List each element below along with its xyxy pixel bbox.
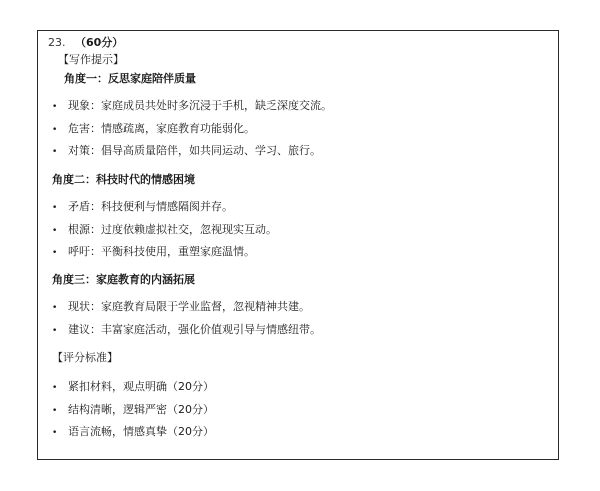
list-item <box>52 144 321 159</box>
bullet-icon: • <box>52 226 58 236</box>
list-item <box>52 300 310 315</box>
list-item-text: 紧扣材料，观点明确（20分） <box>68 380 214 393</box>
list-item-text: 矛盾：科技便利与情感隔阂并存。 <box>68 200 233 213</box>
list-item <box>52 323 321 338</box>
list-item-text: 语言流畅，情感真挚（20分） <box>68 425 214 438</box>
list-item <box>52 403 214 418</box>
list-item <box>52 245 255 260</box>
bullet-icon: • <box>52 303 58 313</box>
list-item-text: 根源：过度依赖虚拟社交，忽视现实互动。 <box>68 223 277 236</box>
bullet-icon: • <box>52 326 58 336</box>
list-item <box>52 380 214 395</box>
list-item <box>52 122 255 137</box>
list-item-text: 结构清晰，逻辑严密（20分） <box>68 403 214 416</box>
list-item-text: 建议：丰富家庭活动，强化价值观引导与情感纽带。 <box>68 323 321 336</box>
list-item-text: 呼吁：平衡科技使用，重塑家庭温情。 <box>68 245 255 258</box>
question-score: （60分） <box>75 36 124 49</box>
angle2-heading: 角度二：科技时代的情感困境 <box>52 173 195 186</box>
list-item <box>52 425 214 440</box>
writing-hint-tag: 【写作提示】 <box>58 53 124 66</box>
bullet-icon: • <box>52 147 58 157</box>
bullet-icon: • <box>52 203 58 213</box>
bullet-icon: • <box>52 125 58 135</box>
bullet-icon: • <box>52 102 58 112</box>
angle3-heading: 角度三：家庭教育的内涵拓展 <box>52 273 195 286</box>
bullet-icon: • <box>52 248 58 258</box>
list-item-text: 现象：家庭成员共处时多沉浸于手机，缺乏深度交流。 <box>68 99 332 112</box>
list-item-text: 对策：倡导高质量陪伴，如共同运动、学习、旅行。 <box>68 144 321 157</box>
criteria-tag: 【评分标准】 <box>52 351 118 364</box>
bullet-icon: • <box>52 428 58 438</box>
bullet-icon: • <box>52 383 58 393</box>
list-item <box>52 223 277 238</box>
bullet-icon: • <box>52 406 58 416</box>
list-item-text: 危害：情感疏离，家庭教育功能弱化。 <box>68 122 255 135</box>
angle1-heading: 角度一：反思家庭陪伴质量 <box>64 72 196 85</box>
question-header <box>48 36 123 50</box>
list-item-text: 现状：家庭教育局限于学业监督，忽视精神共建。 <box>68 300 310 313</box>
question-number: 23. <box>48 36 66 49</box>
list-item <box>52 99 332 114</box>
list-item <box>52 200 233 215</box>
